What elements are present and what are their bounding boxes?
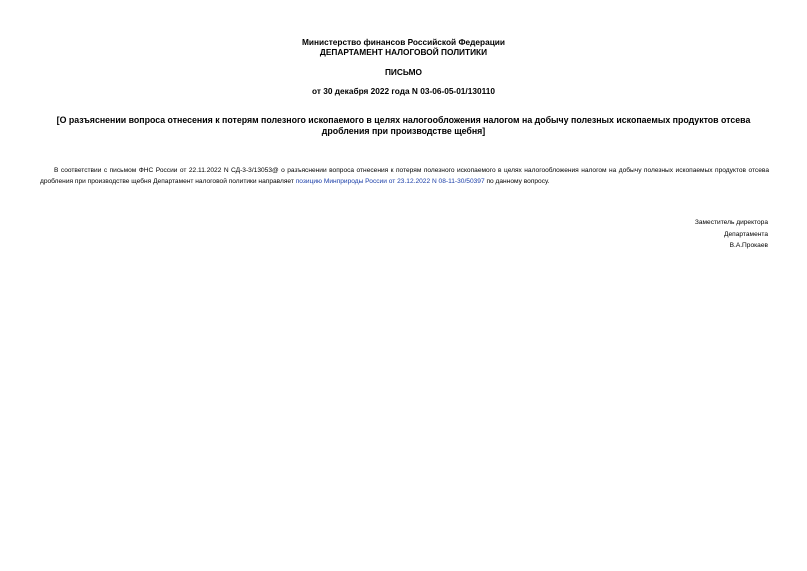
signature-position: Заместитель директора	[694, 219, 768, 226]
signature-block	[568, 217, 768, 252]
body-text-before: В соответствии с письмом ФНС России от 22.11.2022 N СД-3-3/13053@ о разъяснении вопроса отнесения к потерям полезного ископаемого в целях налогообложения налогом на добычу полезных ископаемых продуктов отсева дробления при производстве щебня Департамент налоговой политики направляет	[40, 167, 769, 185]
body-paragraph	[40, 166, 769, 187]
department-name: ДЕПАРТАМЕНТ НАЛОГОВОЙ ПОЛИТИКИ	[319, 47, 488, 57]
document-title: [О разъяснении вопроса отнесения к потерям полезного ископаемого в целях налогообложения налогом на добычу полезных ископаемых продуктов отсева дробления при производстве щебня]	[56, 115, 751, 136]
signature-name: В.А.Прокаев	[729, 242, 768, 249]
document-date-number: от 30 декабря 2022 года N 03-06-05-01/130110	[312, 86, 495, 96]
minprirody-position-link[interactable]: позицию Минприроды России от 23.12.2022 N 08-11-30/50397	[295, 177, 485, 185]
document-type: ПИСЬМО	[384, 67, 423, 77]
body-text-after: по данному вопросу.	[484, 177, 550, 185]
ministry-name: Министерство финансов Российской Федерации	[301, 37, 506, 47]
signature-department: Департамента	[724, 230, 768, 238]
